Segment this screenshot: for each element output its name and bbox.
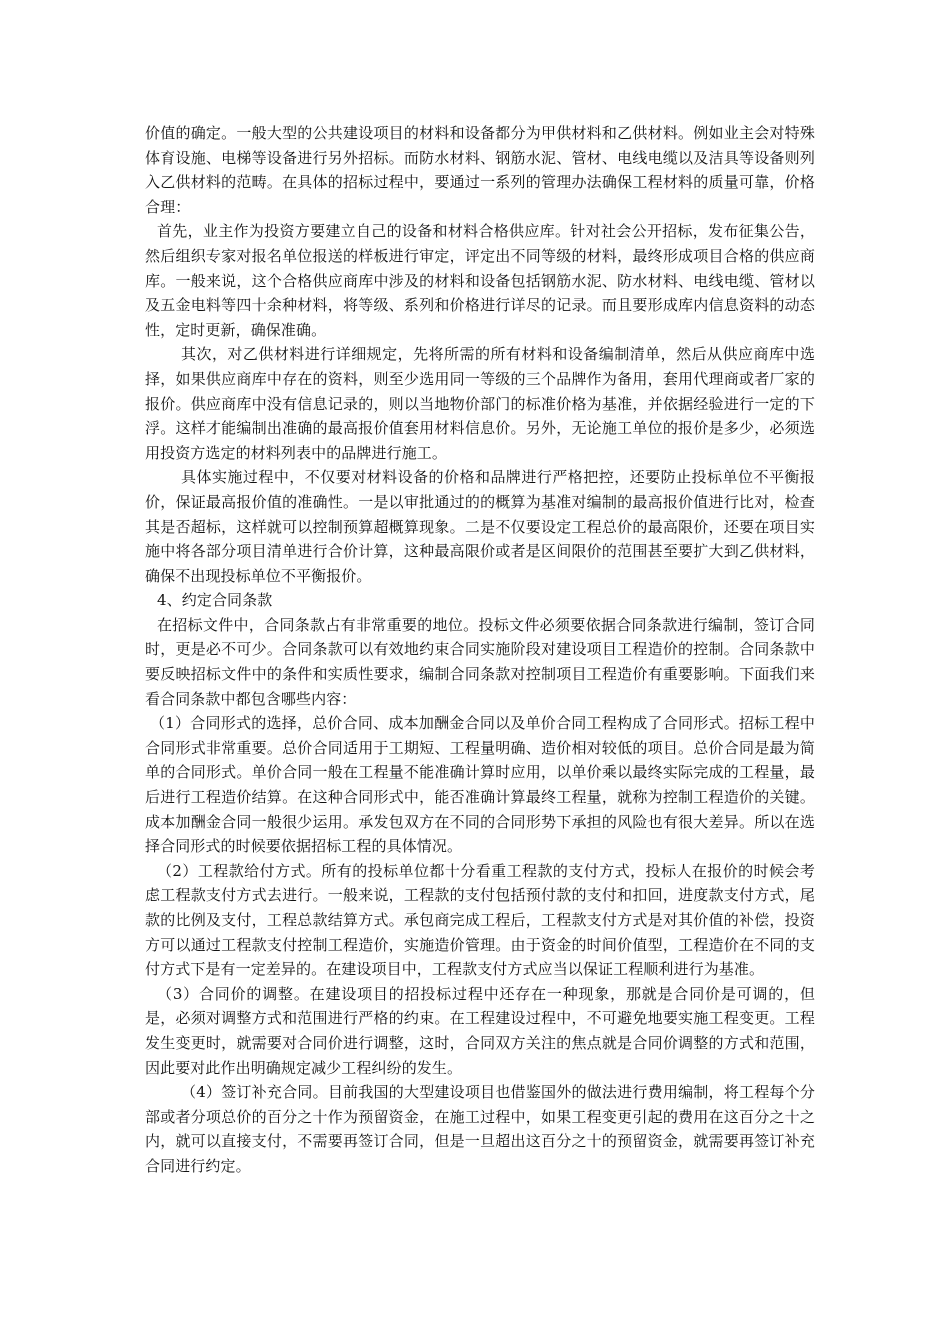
- section-heading-contract-terms: 4、约定合同条款: [157, 591, 273, 610]
- paragraph-material-list: 其次，对乙供材料进行详细规定，先将所需的所有材料和设备编制清单，然后从供应商库中选择，如果供应商库中存在的资料，则至少选用同一等级的三个品牌作为备用，套用代理商或者厂家的报价。供应商库中没有信息记录的，则以当地物价部门的标准价格为基准，并依据经验进行一定的下浮。这样才能编制出准确的最高报价值套用材料信息价。另外，无论施工单位的报价是多少，必须选用投资方选定的材料列表中的品牌进行施工。: [145, 345, 815, 462]
- paragraph-payment-method: （2）工程款给付方式。所有的投标单位都十分看重工程款的支付方式，投标人在报价的时候会考虑工程款支付方式去进行。一般来说，工程款的支付包括预付款的支付和扣回，进度款支付方式，尾款的比例及支付，工程总款结算方式。承包商完成工程后，工程款支付方式是对其价值的补偿，投资方可以通过工程款支付控制工程造价，实施造价管理。由于资金的时间价值型，工程造价在不同的支付方式下是有一定差异的。在建设项目中，工程款支付方式应当以保证工程顺利进行为基准。: [145, 861, 815, 979]
- document-body: [145, 121, 815, 1179]
- paragraph-price-adjustment: （3）合同价的调整。在建设项目的招投标过程中还存在一种现象，那就是合同价是可调的，但是，必须对调整方式和范围进行严格的约束。在工程建设过程中，不可避免地要实施工程变更。工程发生变更时，就需要对合同价进行调整，这时，合同双方关注的焦点就是合同价调整的方式和范围，因此要对此作出明确规定减少工程纠纷的发生。: [145, 984, 815, 1077]
- paragraph-implementation: 具体实施过程中，不仅要对材料设备的价格和品牌进行严格把控，还要防止投标单位不平衡报价，保证最高报价值的准确性。一是以审批通过的的概算为基准对编制的最高报价值进行比对，检查其是否超标，这样就可以控制预算超概算现象。二是不仅要设定工程总价的最高限价，还要在项目实施中将各部分项目清单进行合价计算，这种最高限价或者是区间限价的范围甚至要扩大到乙供材料，确保不出现投标单位不平衡报价。: [145, 468, 815, 585]
- paragraph-material-pricing: 价值的确定。一般大型的公共建设项目的材料和设备都分为甲供材料和乙供材料。例如业主会对特殊体育设施、电梯等设备进行另外招标。而防水材料、钢筋水泥、管材、电线电缆以及洁具等设备则列入乙供材料的范畴。在具体的招标过程中，要通过一系列的管理办法确保工程材料的质量可靠，价格合理：: [145, 124, 815, 216]
- paragraph-supplementary-contract: （4）签订补充合同。目前我国的大型建设项目也借鉴国外的做法进行费用编制，将工程每个分部或者分项总价的百分之十作为预留资金，在施工过程中，如果工程变更引起的费用在这百分之十之内，就可以直接支付，不需要再签订合同，但是一旦超出这百分之十的预留资金，就需要再签订补充合同进行约定。: [145, 1083, 815, 1175]
- paragraph-supplier-library: 首先，业主作为投资方要建立自己的设备和材料合格供应库。针对社会公开招标，发布征集公告，然后组织专家对报名单位报送的样板进行审定，评定出不同等级的材料，最终形成项目合格的供应商库。一般来说，这个合格供应商库中涉及的材料和设备包括钢筋水泥、防水材料、电线电缆、管材以及五金电料等四十余种材料，将等级、系列和价格进行详尽的记录。而且要形成库内信息资料的动态性，定时更新，确保准确。: [145, 222, 815, 339]
- paragraph-contract-form: （1）合同形式的选择，总价合同、成本加酬金合同以及单价合同工程构成了合同形式。招标工程中合同形式非常重要。总价合同适用于工期短、工程量明确、造价相对较低的项目。总价合同是最为简单的合同形式。单价合同一般在工程量不能准确计算时应用，以单价乘以最终实际完成的工程量，最后进行工程造价结算。在这种合同形式中，能否准确计算最终工程量，就称为控制工程造价的关键。成本加酬金合同一般很少运用。承发包双方在不同的合同形势下承担的风险也有很大差异。所以在选择合同形式的时候要依据招标工程的具体情况。: [145, 714, 815, 856]
- paragraph-contract-terms-intro: 在招标文件中，合同条款占有非常重要的地位。投标文件必须要依据合同条款进行编制，签订合同时，更是必不可少。合同条款可以有效地约束合同实施阶段对建设项目工程造价的控制。合同条款中要反映招标文件中的条件和实质性要求，编制合同条款对控制项目工程造价有重要影响。下面我们来看合同条款中都包含哪些内容：: [145, 615, 815, 708]
